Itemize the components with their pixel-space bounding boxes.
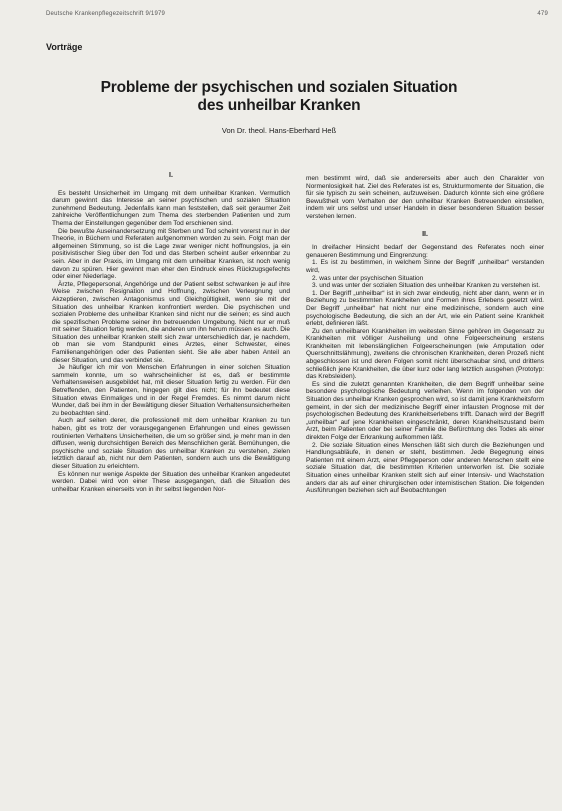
left-column <box>52 172 290 493</box>
list-item: 3. und was unter der sozialen Situation des unheilbar Kranken zu verstehen ist. <box>312 282 540 290</box>
paragraph: men bestimmt wird, daß sie andererseits aber auch den Charakter von Normenlosigkeit hat. Ziel des Referates ist es, Strukturmomente der Situation, die für sie typisch zu sein scheinen, aufzuweisen. Dadurch könnte sich eine größere Bewußtheit vom Verhalten der den unheilbar Kranken Betreuenden einstellen, indem wir uns selbst und unser Handeln in dieser besonderen Situation besser verstehen lernen. <box>306 175 544 220</box>
list-item: 2. was unter der psychischen Situation <box>312 274 424 282</box>
paragraph: Es können nur wenige Aspekte der Situation des unheilbar Kranken angedeutet werden. Dabei wird von einer These ausgegangen, daß die Situation des unheilbar Kranken einerseits von in ihr selbst liegenden Nor- <box>52 470 290 493</box>
list-item: 1. Es ist zu bestimmen, in welchem Sinne der Begriff „unheilbar“ verstanden wird, <box>306 259 544 274</box>
section-heading-2: II. <box>422 230 428 238</box>
section-label: Vorträge <box>46 42 83 52</box>
running-head <box>46 11 548 17</box>
paragraph: Es besteht Unsicherheit im Umgang mit dem unheilbar Kranken. Vermutlich darum gewinnt das Interesse an seiner psychischen und sozialen Situation zunehmend Bedeutung. Jedenfalls kann man feststellen, daß seit geraumer Zeit zahlreiche Veröffentlichungen zum Thema des sterbenden Patienten und zum Thema der Einstellungen gegenüber dem Tod erschienen sind. <box>52 189 290 227</box>
article-author: Von Dr. theol. Hans-Eberhard Heß <box>221 126 337 135</box>
paragraph: Auch auf seiten derer, die professionell mit dem unheilbar Kranken zu tun haben, gibt es trotz der vorausgegangenen Erfahrungen und eines gewissen routinierten Verhaltens Unsicherheiten, die um so größer sind, je mehr man in den diffusen, wenig durchsichtigen Bereich des Menschlichen gerät. Bemühungen, die psychische und soziale Situation des unheilbar Kranken zu verstehen, zielen letztlich darauf ab, nicht nur dem Patienten, sondern auch uns die Bewältigung dieser Situation zu erleichtern. <box>52 417 290 470</box>
running-head-journal: Deutsche Krankenpflegezeitschrift 9/1979 <box>46 11 166 17</box>
right-column <box>306 175 544 495</box>
paragraph: 2. Die soziale Situation eines Menschen läßt sich durch die Beziehungen und Handlungsabläufe, in denen er steht, bestimmen. Jede Begegnung eines Patienten mit einem Arzt, einer Pflegeperson oder anderen Menschen stellt eine soziale Situation dar, die bestimmten Kriterien unterworfen ist. Die soziale Situation eines unheilbar Kranken stellt sich auf einer Intensiv- und Wachstation anders dar als auf einer chirurgischen oder internistischen Station. Die folgenden Ausführungen beziehen sich auf Beobachtungen <box>306 441 544 495</box>
paragraph: Ärzte, Pflegepersonal, Angehörige und der Patient selbst schwanken je auf ihre Weise zwischen Resignation und Hoffnung, zwischen Verleugnung und Akzeptieren, zwischen Antagonismus und Gleichgültigkeit, wenn sie mit der Situation des unheilbar Kranken konfrontiert werden. Die psychischen und sozialen Probleme des unheilbar Kranken sind nicht nur die seinen; es sind auch die spezifischen Probleme seiner ihn betreuenden Umgebung. Nicht nur er muß mit seiner Situation fertig werden, die anderen um ihn herum müssen es auch. Die Situation des unheilbar Kranken stellt sich zwar unterschiedlich dar, je nachdem, ob man sie vom Standpunkt eines Arztes, einer Schwester, eines Familienangehörigen oder des Patienten sieht. Sie alle aber haben Anteil an dieser Situation, und das verbindet sie. <box>52 280 290 364</box>
article-title-line-1: Probleme der psychischen und sozialen Situation <box>100 79 458 96</box>
paragraph: 1. Der Begriff „unheilbar“ ist in sich zwar eindeutig, nicht aber dann, wenn er in Beziehung zu bestimmten Krankheiten und Formen ihres Erlebens gesetzt wird. Der Begriff „unheilbar“ hat nicht nur eine medizinische, sondern auch eine psychologische Bedeutung, die sich an der Art, wie ein Patient seine Krankheit erlebt, definieren läßt. <box>306 289 544 328</box>
paragraph: Zu den unheilbaren Krankheiten im weitesten Sinne gehören im Gegensatz zu Krankheiten mit völliger Ausheilung und ohne Folgeerscheinung erstens Krankheiten mit lebenslänglichen Folgeerscheinungen (wie Amputation oder Querschnittslähmung), zweitens die chronischen Krankheiten, deren Prozeß nicht abgeschlossen ist und deren Folgen somit nicht überschaubar sind, und drittens schließlich jene Krankheiten, die über kurz oder lang letztlich ausgehen (Prototyp: das Krebsleiden). <box>306 327 544 381</box>
paragraph-intro: In dreifacher Hinsicht bedarf der Gegenstand des Referates noch einer genaueren Bestimmung und Eingrenzung: <box>306 244 544 259</box>
section-heading-1: I. <box>169 172 173 179</box>
article-title <box>40 79 518 115</box>
page-number: 479 <box>537 11 548 17</box>
paragraph: Es sind die zuletzt genannten Krankheiten, die dem Begriff unheilbar seine besondere psychologische Bedeutung verleihen. Wenn im folgenden von der Situation des unheilbar Kranken gesprochen wird, so ist damit jene Krankheitsform gemeint, in der sich der medizinische Begriff einer infausten Prognose mit der psychologischen Bedeutung des Krankheitserlebens trifft. Danach wird der Begriff „unheilbar“ auf jene Krankheiten eingeschränkt, deren Krankheitszustand beim Arzt, beim Patienten oder bei seiner Familie die Befürchtung des Todes als einer direkten Folge der Erkrankung aufkommen läßt. <box>306 380 544 441</box>
paragraph: Je häufiger ich mir von Menschen Erfahrungen in einer solchen Situation sammeln konnte, um so wahrscheinlicher ist es, daß er bestimmte Verhaltensweisen ausgebildet hat, mit dieser Situation fertig zu werden. Für den Betreffenden, den Patienten, hingegen gilt dies nicht; für ihn bedeutet diese Situation etwas Einmaliges und in der Regel Fremdes. Es nimmt darum nicht Wunder, daß bei ihm in der Bewältigung dieser Situation Verhaltensunsicherheiten zu beobachten sind. <box>52 364 290 417</box>
article-title-line-2: des unheilbar Kranken <box>197 97 361 114</box>
paragraph: Die bewußte Auseinandersetzung mit Sterben und Tod scheint vorerst nur in der Theorie, in Büchern und Referaten aufgenommen worden zu sein. Folgt man der allgemeinen Stimmung, so ist die Lage zwar weniger nicht hoffnungslos, ja ein positivistischer Sieg über den Tod und das Sterben scheint außer erkennbar zu sein. Aber in der Praxis, im Umgang mit dem unheilbar Kranken, ist noch wenig davon zu spüren. Hier gewinnt man eher den Eindruck eines Rückzugsgefechts oder einer Niederlage. <box>52 227 290 281</box>
